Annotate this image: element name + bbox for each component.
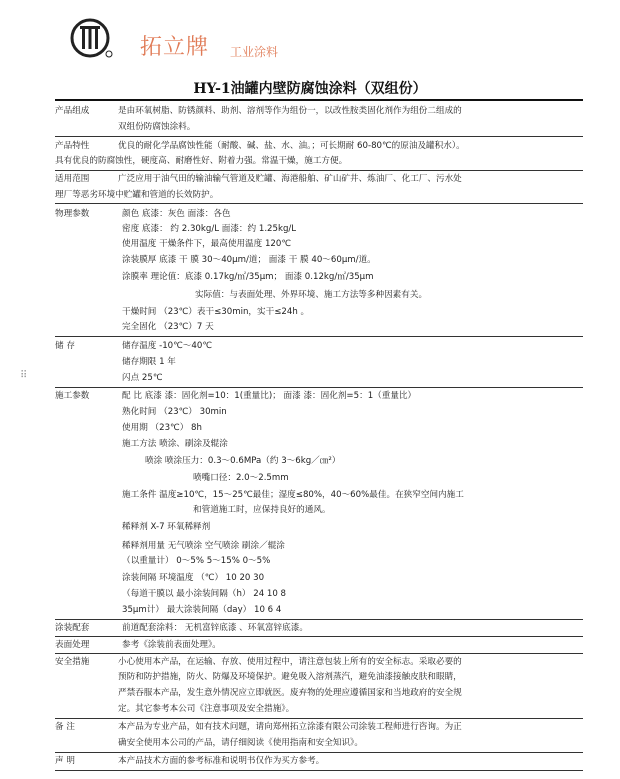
text-line: 是由环氧树脂、防锈颜料、助剂、溶剂等作为组份一，以改性胺类固化剂作为组份二组成的 — [118, 106, 462, 116]
label-remarks: 备 注 — [55, 722, 75, 732]
param-row: （以重量计） 0～5% 5～15% 0～5% — [122, 556, 271, 566]
text-line: 确安全使用本公司的产品，请仔细阅读《使用指南和安全知识》。 — [118, 738, 363, 748]
param-row: 熟化时间 （23℃） 30min — [122, 407, 227, 417]
param-row: 密度 底漆： 约 2.30kg/L 面漆：约 1.25kg/L — [122, 224, 297, 234]
divider — [55, 387, 583, 388]
param-row: 干燥时间 （23℃）表干≤30min，实干≤24h 。 — [122, 307, 310, 317]
param-row: 使用温度 干燥条件下，最高使用温度 120℃ — [122, 239, 292, 249]
label-safety: 安全措施 — [55, 657, 90, 667]
param-row: 喷嘴口径：2.0～2.5mm — [193, 473, 289, 483]
param-row: 涂装间隔 环境温度 （℃） 10 20 30 — [122, 573, 265, 583]
divider — [55, 170, 583, 171]
param-row: 使用期 （23℃） 8h — [122, 423, 202, 433]
text-line: 本产品技术方面的参考标准和说明书仅作为买方参考。 — [118, 756, 325, 766]
param-row: 35μm计） 最大涂装间隔（day） 10 6 4 — [122, 605, 282, 615]
param-row: 储存温度 -10℃～40℃ — [122, 341, 212, 351]
text-line: 具有优良的防腐蚀性，硬度高、耐磨性好、附着力强。常温干燥，施工方便。 — [55, 156, 348, 166]
text-line: 定。其它参考本公司《注意事项及安全措施》。 — [118, 704, 295, 714]
page-title: HY-1油罐内壁防腐蚀涂料（双组份） — [193, 81, 427, 97]
text-line: 参考《涂装前表面处理》。 — [122, 640, 221, 650]
label-storage: 储 存 — [55, 341, 75, 351]
param-row: 稀释剂 X-7 环氧稀释剂 — [122, 522, 211, 532]
param-row: 涂装膜厚 底漆 干 膜 30～40μm/道； 面漆 干 膜 40～60μm/道。 — [122, 255, 376, 265]
param-row: 和管道施工时，应保持良好的通风。 — [193, 505, 331, 515]
param-row: 涂膜率 理论值：底漆 0.17kg/㎡/35μm； 面漆 0.12kg/㎡/35μm — [122, 272, 374, 282]
param-row: （每道干膜以 最小涂装间隔（h） 24 10 8 — [122, 589, 287, 599]
text-line: 预防和防护措施，防火、防爆及环境保护。避免吸入溶剂蒸汽，避免油漆接触皮肤和眼睛， — [118, 672, 462, 682]
text-line: 前道配套涂料： 无机富锌底漆 、环氧富锌底漆。 — [122, 623, 308, 633]
divider — [55, 99, 583, 101]
divider — [55, 770, 583, 771]
param-row: 喷涂 喷涂压力：0.3～0.6MPa（约 3～6kg／㎝²） — [145, 456, 341, 466]
param-row: 完全固化 （23℃）7 天 — [122, 322, 214, 332]
param-row: 闪点 25℃ — [122, 373, 163, 383]
param-row: 施工方法 喷涂、刷涂及辊涂 — [122, 439, 228, 449]
divider — [55, 653, 583, 654]
text-line: 双组份防腐蚀涂料。 — [118, 122, 196, 132]
text-line: 优良的耐化学品腐蚀性能（耐酸、碱、盐、水、油。；可长期耐 60-80℃的原油及罐积水）。 — [118, 141, 465, 151]
param-row: 稀释剂用量 无气喷涂 空气喷涂 刷涂／辊涂 — [122, 541, 285, 551]
brand-logo — [70, 16, 114, 60]
text-line: 本产品为专业产品，如有技术问题，请向郑州拓立涂漆有限公司涂装工程师进行咨询。为正 — [118, 722, 462, 732]
divider — [55, 636, 583, 637]
label-surface: 表面处理 — [55, 640, 90, 650]
label-statement: 声 明 — [55, 756, 75, 766]
label-features: 产品特性 — [55, 141, 90, 151]
param-row: 施工条件 温度≥10℃，15～25℃最佳；湿度≤80%，40～60%最佳。在狭窄空间内施工 — [122, 490, 464, 500]
param-row: 颜色 底漆：灰色 面漆：各色 — [122, 209, 231, 219]
label-composition: 产品组成 — [55, 106, 90, 116]
text-line: 广泛应用于油气田的输油输气管道及贮罐、海港船舶、矿山矿井、炼油厂、化工厂、污水处 — [118, 174, 462, 184]
divider — [55, 136, 583, 137]
divider — [55, 619, 583, 620]
divider — [55, 203, 583, 204]
label-application: 施工参数 — [55, 391, 90, 401]
label-scope: 适用范围 — [55, 174, 90, 184]
brand-subtitle: 工业涂料 — [230, 45, 279, 59]
text-line: 理厂等恶劣环境中贮罐和管道的长效防护。 — [55, 190, 219, 200]
text-line: 小心使用本产品，在运输、存放、使用过程中，请注意包装上所有的安全标志。采取必要的 — [118, 657, 462, 667]
divider — [55, 718, 583, 719]
text-line: 严禁吞服本产品，发生意外情况应立即就医。废弃物的处理应遵循国家和当地政府的安全规 — [118, 688, 462, 698]
param-row: 储存期限 1 年 — [122, 357, 176, 367]
brand-name: 拓立牌 — [140, 35, 210, 60]
label-coating: 涂装配套 — [55, 623, 90, 633]
drag-handle-icon[interactable]: ⠿ — [20, 370, 28, 381]
divider — [55, 336, 583, 337]
divider — [55, 752, 583, 753]
param-row: 实际值：与表面处理、外界环境、施工方法等多种因素有关。 — [195, 290, 428, 300]
label-physical: 物理参数 — [55, 209, 90, 219]
param-row: 配 比 底漆 漆：固化剂=10：1(重量比)； 面漆 漆：固化剂=5：1（重量比） — [122, 391, 417, 401]
